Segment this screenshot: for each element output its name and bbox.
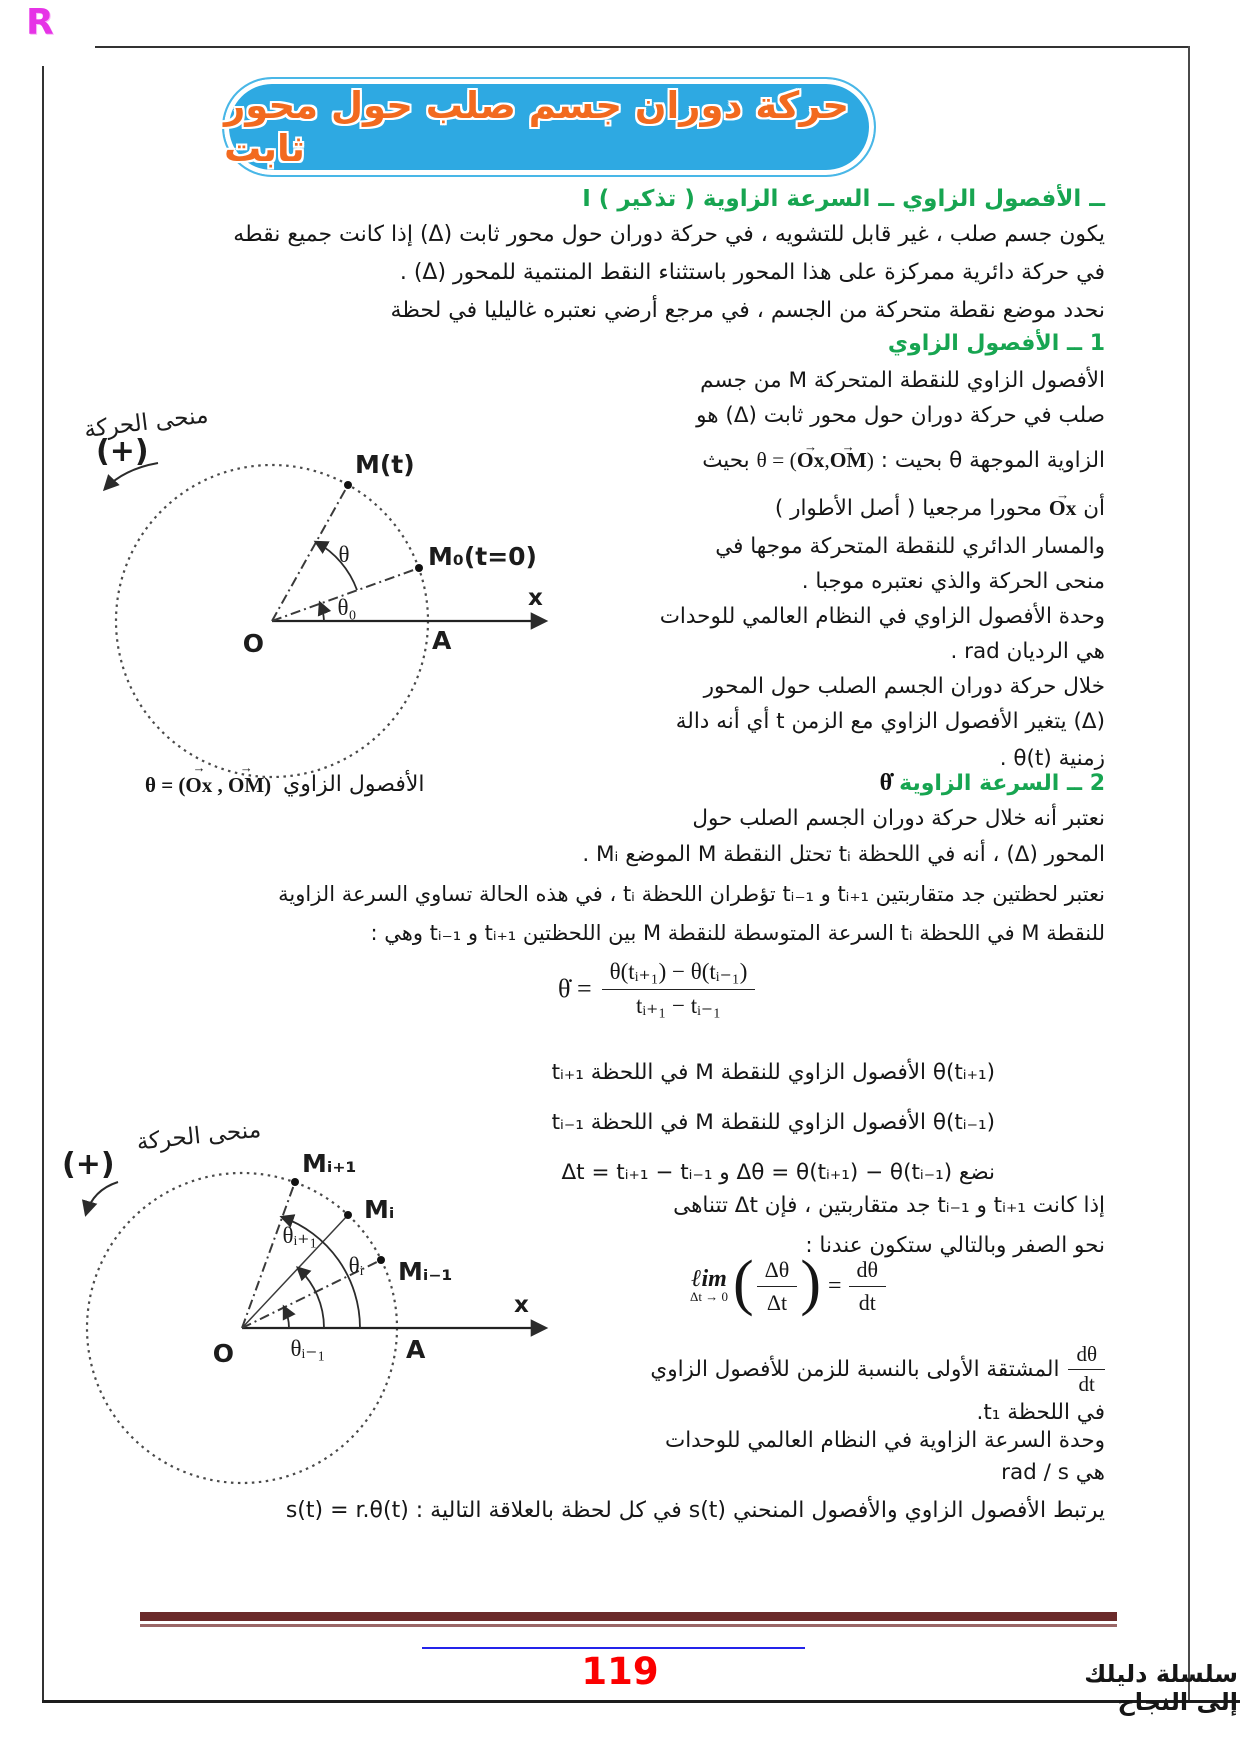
title-banner bbox=[222, 77, 876, 177]
text-line: والمسار الدائري للنقطة المتحركة موجها في bbox=[715, 534, 1105, 559]
close-paren: ) bbox=[800, 1249, 821, 1318]
diagram-angular-abscissa bbox=[48, 355, 563, 785]
theta-arc bbox=[316, 542, 357, 590]
text-line: في اللحظة t₁. bbox=[976, 1400, 1105, 1425]
label-theta: θ bbox=[338, 542, 350, 567]
fraction: $\frac{\Delta\theta}{\Delta t}$ bbox=[757, 1256, 798, 1316]
angular-abscissa-paragraph bbox=[555, 363, 1105, 779]
point-m-ip1 bbox=[291, 1178, 299, 1186]
label-theta-i: θᵢ bbox=[348, 1253, 364, 1278]
label-m-im1: Mᵢ₋₁ bbox=[398, 1257, 453, 1286]
open-paren: ( bbox=[732, 1249, 754, 1318]
text-line: في حركة دائرية ممركزة على هذا المحور باستثناء النقط المنتمية للمحور (Δ) . bbox=[399, 260, 1105, 285]
theta-definition-formula: θ = (→ Ox,→ OM) bbox=[757, 448, 874, 472]
relation-line: يرتبط الأفصول الزاوي والأفصول المنحني s(t) في كل لحظة بالعلاقة التالية : s(t) = r.θ(t) bbox=[285, 1498, 1105, 1523]
top-rule bbox=[95, 46, 1188, 48]
theta-dot-symbol: θ̇ bbox=[879, 770, 893, 796]
page-number-underline bbox=[422, 1647, 805, 1649]
text-line: هي rad / s bbox=[1001, 1460, 1105, 1485]
equals-sign: = bbox=[827, 1272, 842, 1299]
page-number: 119 bbox=[581, 1650, 659, 1693]
direction-arrow bbox=[86, 1182, 118, 1214]
dtheta-dt-fraction: $\frac{d\theta}{dt}$ bbox=[1068, 1342, 1105, 1397]
label-origin: O bbox=[242, 629, 264, 658]
label-a: A bbox=[406, 1335, 426, 1364]
diagram1-caption-formula: θ = (→ Ox , → OM) bbox=[145, 770, 271, 798]
label-a: A bbox=[432, 626, 452, 655]
text-line: θ(tᵢ₋₁) الأفصول الزاوي للنقطة M في اللحظة tᵢ₋₁ bbox=[551, 1110, 995, 1135]
diagram1-caption-label: الأفصول الزاوي bbox=[283, 772, 425, 797]
vector-ox: → Ox bbox=[797, 433, 824, 484]
frame-right-border bbox=[1188, 46, 1190, 1703]
text-line: وحدة السرعة الزاوية في النظام العالمي للوحدات bbox=[664, 1428, 1105, 1453]
text-line: يكون جسم صلب ، غير قابل للتشويه ، في حركة دوران حول محور ثابت (Δ) إذا كانت جميع نقطه bbox=[233, 222, 1105, 247]
theta-dot-equals: θ̇ = bbox=[558, 974, 592, 1004]
vector-ox: → Ox bbox=[1049, 485, 1076, 528]
label-origin: O bbox=[212, 1339, 234, 1368]
point-m0 bbox=[415, 564, 423, 572]
text-line: منحى الحركة والذي نعتبره موجبا . bbox=[801, 569, 1105, 594]
text-line: المحور (Δ) ، أنه في اللحظة tᵢ تحتل النقطة M الموضع Mᵢ . bbox=[582, 842, 1105, 867]
label-positive-sense: (+) bbox=[62, 1147, 115, 1182]
label-m-t: M(t) bbox=[355, 450, 415, 479]
heading-recall: I ــ الأفصول الزاوي ــ السرعة الزاوية ( تذكير ) bbox=[582, 186, 1105, 212]
label-direction-of-motion: منحى الحركة bbox=[82, 402, 210, 444]
label-m-i: Mᵢ bbox=[364, 1195, 395, 1224]
diagram-angular-velocity bbox=[48, 1090, 563, 1510]
text-line: θ(tᵢ₊₁) الأفصول الزاوي للنقطة M في اللحظة tᵢ₊₁ bbox=[551, 1060, 995, 1085]
brand-logo: R bbox=[26, 2, 54, 43]
label-theta-ip1: θᵢ₊₁ bbox=[282, 1223, 318, 1248]
label-m-ip1: Mᵢ₊₁ bbox=[302, 1149, 357, 1178]
text-line: (Δ) يتغير الأفصول الزاوي مع الزمن t أي أنه دالة bbox=[675, 709, 1105, 734]
recall-paragraph bbox=[145, 216, 1105, 330]
point-m-im1 bbox=[377, 1256, 385, 1264]
label-x-axis: x bbox=[514, 1292, 529, 1318]
text-line: الأفصول الزاوي للنقطة المتحركة M من جسم bbox=[700, 368, 1105, 393]
label-theta0: θ₀ bbox=[337, 595, 357, 620]
point-m-t bbox=[344, 481, 352, 489]
average-angular-velocity-formula bbox=[558, 958, 755, 1021]
text-segment: المشتقة الأولى بالنسبة للزمن للأفصول الزاوي bbox=[650, 1357, 1060, 1383]
limit-operator: ℓim Δt → 0 bbox=[690, 1266, 728, 1304]
vector-om: → OM bbox=[830, 433, 867, 484]
angular-definition-line bbox=[555, 433, 1105, 485]
limit-intro-lines bbox=[555, 1186, 1105, 1266]
point-m-i bbox=[344, 1211, 352, 1219]
label-direction-of-motion: منحى الحركة bbox=[135, 1116, 263, 1156]
footer-separator-line bbox=[140, 1624, 1117, 1627]
vector-ox: → Ox bbox=[185, 770, 212, 798]
theta0-arc bbox=[320, 603, 324, 621]
text-line: زمنية θ(t) . bbox=[999, 746, 1105, 771]
heading-angular-abscissa: 1 ــ الأفصول الزاوي bbox=[887, 331, 1105, 356]
text-segment: محورا مرجعيا ( أصل الأطوار ) bbox=[774, 496, 1043, 521]
label-theta-im1: θᵢ₋₁ bbox=[290, 1336, 326, 1361]
text-line: نحو الصفر وبالتالي ستكون عندنا : bbox=[805, 1233, 1105, 1258]
text-line: للنقطة M في اللحظة tᵢ السرعة المتوسطة للنقطة M بين اللحظتين tᵢ₊₁ و tᵢ₋₁ وهي : bbox=[370, 921, 1105, 945]
text-line: هي الرديان rad . bbox=[950, 639, 1105, 664]
limit-derivative-formula bbox=[690, 1249, 886, 1318]
fraction: $\frac{\text{θ(tᵢ₊₁) − θ(tᵢ₋₁)}}{\text{tᵢ₊₁ − tᵢ₋₁}}$ bbox=[602, 958, 756, 1021]
text-line: وحدة الأفصول الزاوي في النظام العالمي للوحدات bbox=[659, 604, 1105, 629]
text-line: نضع Δθ = θ(tᵢ₊₁) − θ(tᵢ₋₁) و Δt = tᵢ₊₁ − tᵢ₋₁ bbox=[561, 1160, 995, 1185]
reference-axis-line bbox=[555, 485, 1105, 529]
text-segment: الزاوية الموجهة θ بحيت : bbox=[880, 448, 1105, 473]
text-line: إذا كانت tᵢ₊₁ و tᵢ₋₁ جد متقاربتين ، فإن Δt تتناهى bbox=[673, 1193, 1105, 1218]
theta-im1-arc bbox=[284, 1307, 289, 1328]
text-line: خلال حركة دوران الجسم الصلب حول المحور bbox=[703, 674, 1105, 699]
text-segment: بحيث bbox=[702, 448, 750, 473]
text-line: صلب في حركة دوران حول محور ثابت (Δ) هو bbox=[696, 403, 1105, 428]
derivative-description-line bbox=[555, 1342, 1105, 1397]
label-positive-sense: (+) bbox=[96, 434, 149, 469]
text-segment: أن bbox=[1083, 496, 1105, 521]
page-title: حركة دوران جسم صلب حول محور ثابت bbox=[224, 84, 849, 170]
radius-m-ip1 bbox=[242, 1182, 295, 1328]
text-line: نعتبر أنه خلال حركة دوران الجسم الصلب حول bbox=[692, 806, 1105, 831]
text-line: نحدد موضع نقطة متحركة من الجسم ، في مرجع أرضي نعتبره غاليليا في لحظة bbox=[390, 298, 1105, 323]
vector-om: → OM bbox=[228, 770, 264, 798]
label-m0: M₀(t=0) bbox=[428, 542, 537, 571]
frame-left-border bbox=[42, 66, 44, 1703]
footer-separator-bar bbox=[140, 1612, 1117, 1621]
text-line: نعتبر لحظتين جد متقاربتين tᵢ₊₁ و tᵢ₋₁ تؤطران اللحظة tᵢ ، في هذه الحالة تساوي السرعة الزاوية bbox=[278, 882, 1105, 906]
label-x-axis: x bbox=[528, 585, 543, 611]
heading-angular-velocity: 2 ــ السرعة الزاوية θ̇ bbox=[879, 770, 1105, 796]
series-footer-text: سلسلة دليلك إلى النجاح bbox=[1084, 1660, 1238, 1716]
fraction: $\frac{d\theta}{dt}$ bbox=[849, 1256, 887, 1316]
